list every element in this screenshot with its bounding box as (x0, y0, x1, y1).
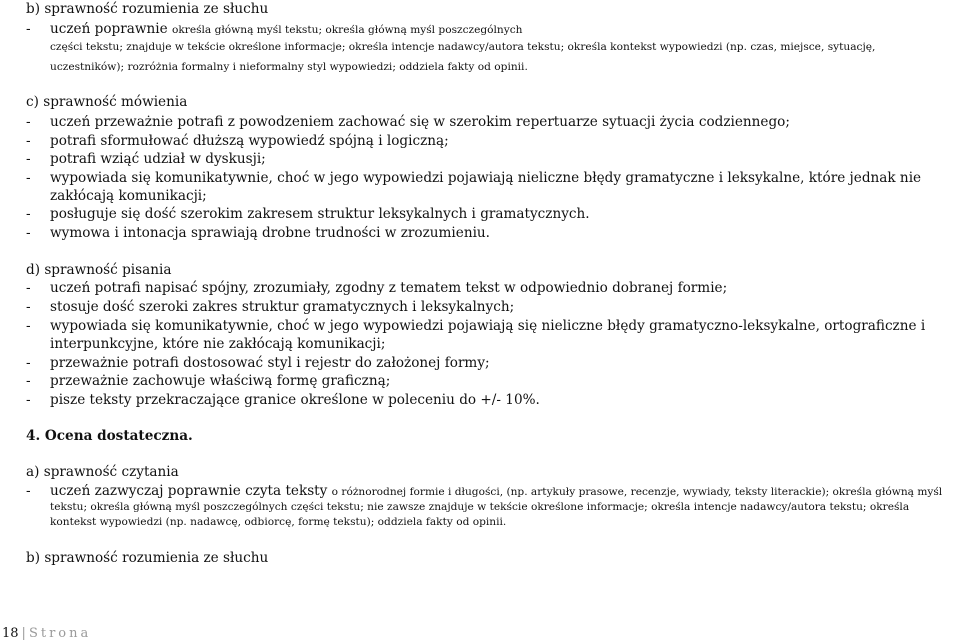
listening-item-1-text: określa główną myśl tekstu; określa główną myśl poszczególnych (171, 24, 523, 36)
speaking-item-4-continuation: zakłócają komunikacji; (50, 188, 207, 204)
bullet-dash: - (26, 151, 31, 167)
speaking-item-3 (26, 150, 266, 168)
footer-separator: | (21, 626, 26, 641)
bullet-dash: - (26, 280, 31, 296)
bullet-dash: - (26, 206, 31, 222)
speaking-item-3-text: potrafi wziąć udział w dyskusji; (50, 151, 266, 167)
reading-line-3: kontekst wypowiedzi (np. nadawcę, odbiorcę, formę tekstu); oddziela fakty od opinii. (50, 516, 507, 528)
bullet-dash: - (26, 225, 31, 241)
speaking-item-6 (26, 224, 490, 242)
listening-line-2 (50, 40, 956, 54)
writing-item-1 (26, 279, 727, 297)
listening-item-1-lead: uczeń poprawnie (50, 21, 168, 37)
writing-item-6-text: pisze teksty przekraczające granice określone w poleceniu do +/- 10%. (50, 392, 540, 408)
bullet-dash: - (26, 133, 31, 149)
bullet-dash: - (26, 114, 31, 130)
speaking-item-2 (26, 132, 449, 150)
speaking-item-4-text: wypowiada się komunikatywnie, choć w jego wypowiedzi pojawiają nieliczne błędy gramatyczne i leksykalne, które jednak nie (50, 170, 922, 186)
listening-line-2-text: części tekstu; znajduje w tekście określone informacje; określa intencje nadawcy/autora tekstu; określa kontekst wypowiedzi (np. czas, miejsce, sytuację, (50, 41, 876, 53)
page-number: 18 (2, 626, 19, 641)
reading-line-2-text: tekstu; określa główną myśl poszczególnych części tekstu; nie zawsze znajduje w tekście określone informacje; określa intencje nadawcy/autora tekstu; określa (50, 501, 910, 513)
writing-item-1-text: uczeń potrafi napisać spójny, zrozumiały, zgodny z tematem tekst w odpowiednio dobranej formie; (50, 280, 728, 296)
writing-item-4 (26, 354, 490, 372)
reading-item-1-lead: uczeń zazwyczaj poprawnie czyta teksty (50, 483, 328, 499)
bullet-dash: - (26, 373, 31, 389)
listening-item-1 (26, 20, 522, 38)
listening-line-3: uczestników); rozróżnia formalny i nieformalny styl wypowiedzi; oddziela fakty od opinii. (50, 61, 528, 73)
writing-item-3 (26, 317, 925, 335)
speaking-item-5 (26, 205, 590, 223)
bullet-dash: - (26, 170, 31, 186)
writing-item-3-continuation: interpunkcyjne, które nie zakłócają komunikacji; (50, 336, 386, 352)
writing-item-5 (26, 372, 390, 390)
writing-item-4-text: przeważnie potrafi dostosować styl i rejestr do założonej formy; (50, 355, 490, 371)
writing-item-6 (26, 391, 540, 409)
section-heading-listening-bottom: b) sprawność rozumienia ze słuchu (26, 550, 269, 566)
reading-item-1-text: o różnorodnej formie i długości, (np. artykuły prasowe, recenzje, wywiady, teksty literackie); określa główną myśl (331, 486, 943, 498)
bullet-dash: - (26, 483, 31, 499)
writing-item-5-text: przeważnie zachowuje właściwą formę graficzną; (50, 373, 391, 389)
speaking-item-5-text: posługuje się dość szerokim zakresem struktur leksykalnych i gramatycznych. (50, 206, 590, 222)
reading-item-1 (26, 482, 942, 500)
speaking-item-2-text: potrafi sformułować dłuższą wypowiedź spójną i logiczną; (50, 133, 449, 149)
bullet-dash: - (26, 299, 31, 315)
writing-item-2 (26, 298, 514, 316)
grade-heading: 4. Ocena dostateczna. (26, 428, 193, 444)
reading-line-2 (50, 500, 956, 514)
page-footer (2, 626, 91, 642)
speaking-item-4 (26, 169, 921, 187)
speaking-item-1-text: uczeń przeważnie potrafi z powodzeniem zachować się w szerokim repertuarze sytuacji życia codziennego; (50, 114, 790, 130)
section-heading-reading: a) sprawność czytania (26, 464, 179, 480)
footer-label: Strona (28, 626, 92, 641)
speaking-item-1 (26, 113, 790, 131)
writing-item-3-text: wypowiada się komunikatywnie, choć w jego wypowiedzi pojawiają się nieliczne błędy gramatyczno-leksykalne, ortograficzne i (50, 318, 926, 334)
section-heading-writing: d) sprawność pisania (26, 262, 172, 278)
writing-item-2-text: stosuje dość szeroki zakres struktur gramatycznych i leksykalnych; (50, 299, 515, 315)
bullet-dash: - (26, 318, 31, 334)
bullet-dash: - (26, 392, 31, 408)
bullet-dash: - (26, 355, 31, 371)
bullet-dash: - (26, 21, 31, 37)
section-heading-speaking: c) sprawność mówienia (26, 94, 188, 110)
section-heading-listening: b) sprawność rozumienia ze słuchu (26, 1, 269, 17)
speaking-item-6-text: wymowa i intonacja sprawiają drobne trudności w zrozumieniu. (50, 225, 490, 241)
